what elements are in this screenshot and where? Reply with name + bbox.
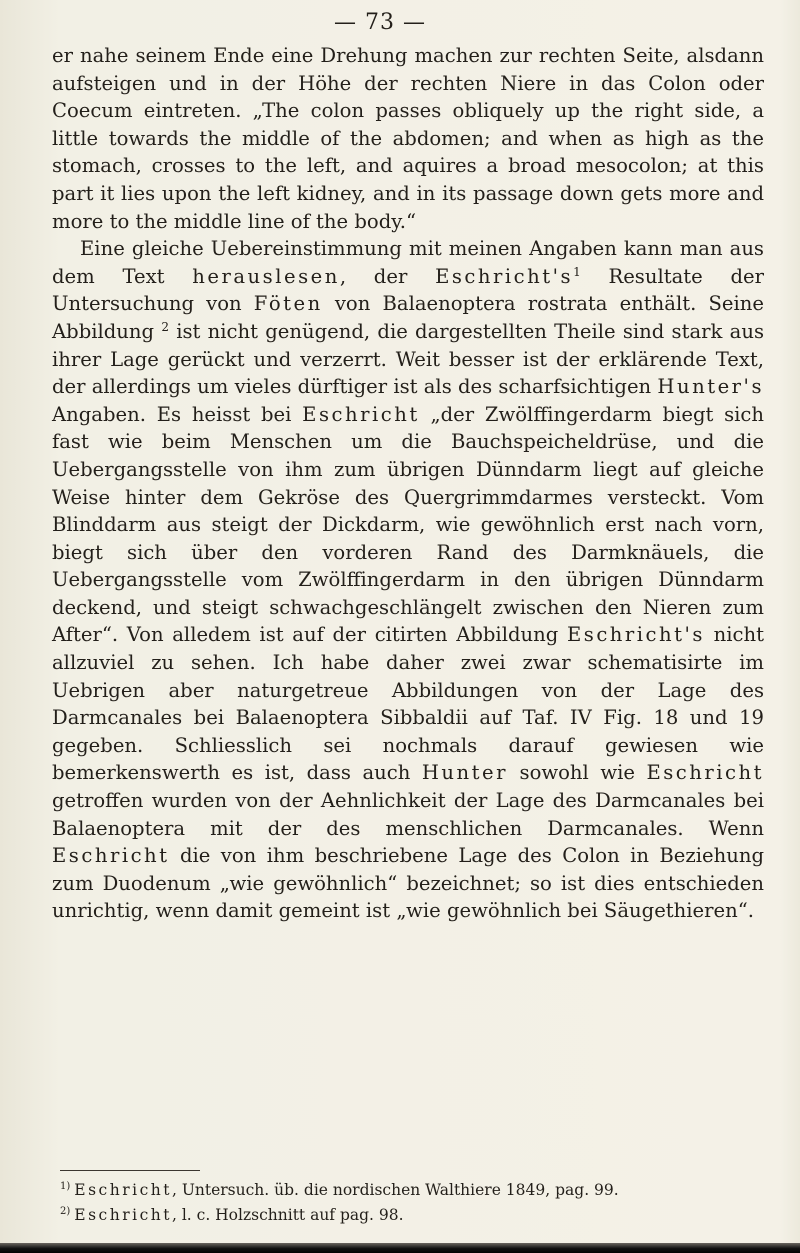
paragraph-1 <box>52 42 764 235</box>
footnote-reference: 2 <box>161 319 169 334</box>
footnote-1 <box>60 1176 760 1201</box>
emphasized-name: Eschricht <box>302 402 420 426</box>
text-run: er nahe seinem Ende eine Drehung machen zur rechten Seite, alsdann aufsteigen und in der Höhe der rechten Niere in das Colon oder Coecum eintreten. „The colon passes obliquely up the right side, a little towards the middle of the abdomen; and when as high as the stomach, crosses to the left, and aquires a broad mesocolon; at this part it lies upon the left kidney, and in its passage down gets more and more to the middle line of the body.“ <box>52 44 764 233</box>
emphasized-name: Föten <box>253 292 323 316</box>
emphasized-name: Hunter <box>421 761 509 785</box>
paragraph-2 <box>52 235 764 925</box>
emphasized-name: Hunter's <box>657 375 764 399</box>
text-run: , der <box>339 264 436 288</box>
body-text <box>52 42 764 925</box>
scan-edge-shadow <box>0 1243 800 1253</box>
page-number: — 73 — <box>334 10 426 35</box>
text-run: Angaben. Es heisst bei <box>52 402 303 426</box>
text-run: die von ihm beschriebene Lage des Colon in Beziehung zum Duodenum „wie gewöhnlich“ bezeichnet; so ist dies entschieden unrichtig, wenn damit gemeint ist „wie gewöhnlich bei Säugethieren“. <box>52 844 764 923</box>
emphasized-name: Eschricht's <box>435 264 574 288</box>
footnotes <box>60 1176 760 1226</box>
footnote-mark: 2) <box>60 1206 71 1217</box>
text-run: ist nicht genügend, die dargestellten Theile sind stark aus ihrer Lage gerückt und verzerrt. Weit besser ist der erklärende Text, der allerdings um vieles dürftiger ist als des scharfsichtigen <box>52 319 765 399</box>
footnote-author: Eschricht <box>74 1181 172 1199</box>
footnote-text: , l. c. Holzschnitt auf pag. 98. <box>171 1206 404 1224</box>
text-run: Eine gleiche Uebereinstimmung mit meinen Angaben kann man aus dem Text <box>52 237 764 288</box>
emphasized-name: Eschricht's <box>566 623 705 647</box>
text-run: „der Zwölffingerdarm biegt sich fast wie beim Menschen um die Bauchspeicheldrüse, und die Uebergangsstelle von ihm zum übrigen Dünndarm liegt auf gleiche Weise hinter dem Gekröse des Quergrimmdarmes versteckt. Vom Blinddarm aus steigt der Dickdarm, wie gewöhnlich erst nach vorn, biegt sich über den vorderen Rand des Darmknäuels, die Uebergangsstelle vom Zwölffingerdarm in den übrigen Dünndarm deckend, und steigt schwachgeschlängelt zwischen den Nieren zum After“. Von alledem ist auf der citirten Abbildung <box>52 402 765 647</box>
footnote-author: Eschricht <box>74 1206 172 1224</box>
emphasized-name: herauslesen <box>192 264 340 288</box>
emphasized-name: Eschricht <box>52 844 170 868</box>
footnote-2 <box>60 1201 760 1226</box>
emphasized-name: Eschricht <box>646 761 765 785</box>
text-run: von Balaenoptera rostrata enthält. Seine Abbildung <box>52 292 764 343</box>
footnote-mark: 1) <box>60 1181 71 1192</box>
text-run: getroffen wurden von der Aehnlichkeit der Lage des Darmcanales bei Balaenoptera mit der des menschlichen Darmcanales. Wenn <box>52 789 764 840</box>
footnote-reference: 1 <box>573 264 581 279</box>
text-run: Resultate der Untersuchung von <box>52 264 764 316</box>
text-run: sowohl wie <box>508 761 647 785</box>
text-run: nicht allzuviel zu sehen. Ich habe daher zwei zwar schematisirte im Uebrigen aber naturgetreue Abbildungen von der Lage des Darmcanales bei Balaenoptera Sibbaldii auf Taf. IV Fig. 18 und 19 gegeben. Schliesslich sei nochmals darauf gewiesen wie bemerkenswerth es ist, dass auch <box>52 623 764 785</box>
footnote-text: , Untersuch. üb. die nordischen Walthiere 1849, pag. 99. <box>171 1181 619 1199</box>
footnote-divider <box>60 1170 200 1171</box>
